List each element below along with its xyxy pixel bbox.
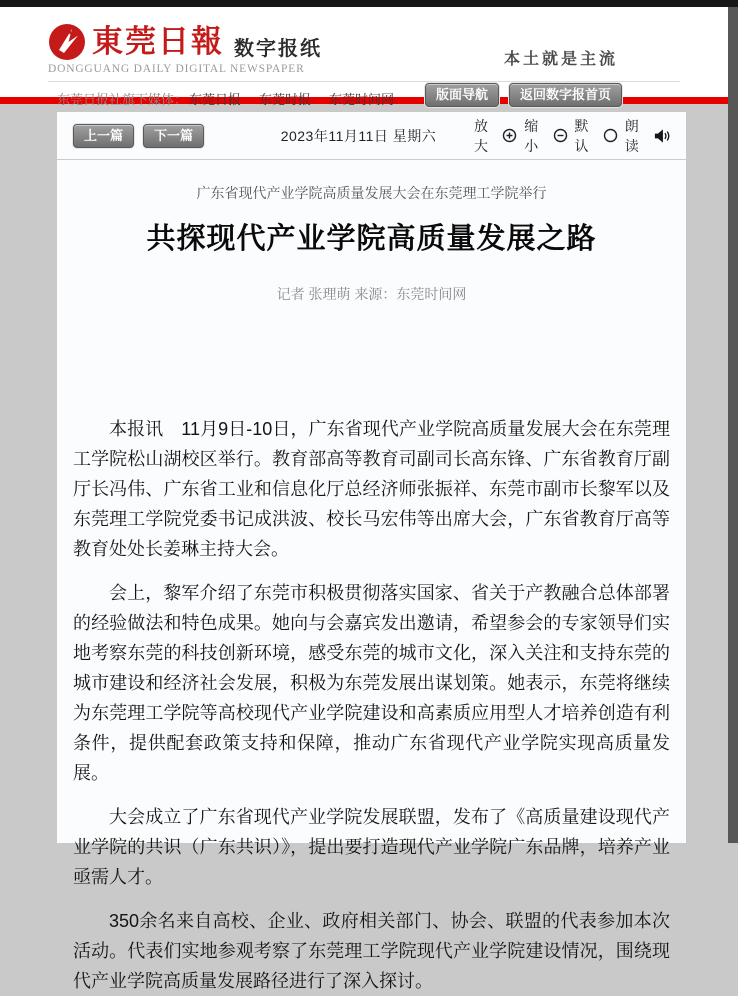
site-slogan: 本土就是主流 xyxy=(503,49,618,68)
zoom-in-label: 放大 xyxy=(473,117,488,154)
article-title: 共探现代产业学院高质量发展之路 xyxy=(146,223,597,255)
media-link-dongguan-times[interactable]: 东莞时报 xyxy=(259,92,312,107)
right-edge-strip xyxy=(728,7,738,843)
media-row-label: 东莞日报社旗下媒体： xyxy=(57,92,188,107)
article-byline: 记者 张理萌 来源：东莞时间网 xyxy=(276,286,467,302)
default-size-control[interactable] xyxy=(575,116,618,156)
header-top-row xyxy=(48,7,680,82)
media-link-dongguan-time-net[interactable]: 东莞时间网 xyxy=(329,92,395,107)
next-article-button[interactable]: 下一篇 xyxy=(143,124,204,148)
default-size-label: 默认 xyxy=(574,117,589,154)
article-toolbar xyxy=(57,112,686,160)
zoom-out-icon xyxy=(553,128,568,143)
site-logo[interactable] xyxy=(48,23,322,75)
logo-brand-text: 東莞日報 xyxy=(92,24,224,60)
previous-article-button[interactable]: 上一篇 xyxy=(73,124,134,148)
issue-date: 2023年11月11日 星期六 xyxy=(280,127,437,144)
article-paragraph: 本报讯 11月9日-10日，广东省现代产业学院高质量发展大会在东莞理工学院松山湖校区举行。教育部高等教育司副司长高东锋、广东省教育厅副厅长冯伟、广东省工业和信息化厅总经济师张振祥、东莞市副市长黎军以及东莞理工学院党委书记成洪波、校长马宏伟等出席大会，广东省教育厅高等教育处处长姜琳主持大会。 xyxy=(73,419,670,559)
top-black-bar xyxy=(0,0,738,7)
logo-product-text: 数字报纸 xyxy=(234,38,322,60)
zoom-in-icon xyxy=(502,128,517,143)
layout-navigation-button[interactable]: 版面导航 xyxy=(425,83,499,107)
article-paragraph: 350余名来自高校、企业、政府相关部门、协会、联盟的代表参加本次活动。代表们实地参观考察了东莞理工学院现代产业学院建设情况，围绕现代产业学院高质量发展路径进行了深入探讨。 xyxy=(73,911,670,991)
reading-controls xyxy=(474,116,670,156)
article-content xyxy=(57,183,686,996)
article-paragraph: 会上，黎军介绍了东莞市积极贯彻落实国家、省关于产教融合总体部署的经验做法和特色成果。她向与会嘉宾发出邀请，希望参会的专家领导们实地考察东莞的科技创新环境，感受东莞的城市文化，深入关注和支持东莞的城市建设和经济社会发展，积极为东莞发展出谋划策。她表示，东莞将继续为东莞理工学院等高校现代产业学院建设和高素质应用型人才培养创造有利条件，提供配套政策支持和保障，推动广东省现代产业学院实现高质量发展。 xyxy=(73,583,670,783)
zoom-out-label: 缩小 xyxy=(524,117,539,154)
logo-english-caption: DONGGUANG DAILY DIGITAL NEWSPAPER xyxy=(48,63,305,75)
read-aloud-label: 朗读 xyxy=(624,117,639,154)
back-to-digital-home-button[interactable]: 返回数字报首页 xyxy=(509,83,622,107)
article-card xyxy=(57,112,686,991)
read-aloud-control[interactable] xyxy=(625,116,670,156)
article-kicker: 广东省现代产业学院高质量发展大会在东莞理工学院举行 xyxy=(196,185,547,201)
zoom-in-control[interactable] xyxy=(474,116,517,156)
header-buttons xyxy=(425,83,622,107)
zoom-out-control[interactable] xyxy=(524,116,567,156)
article-body xyxy=(73,414,670,996)
default-size-icon xyxy=(603,128,618,143)
speaker-icon xyxy=(653,128,670,144)
newspaper-logo-icon xyxy=(48,23,86,61)
media-link-dongguan-daily[interactable]: 东莞日报 xyxy=(189,92,242,107)
media-row xyxy=(57,82,738,108)
site-header xyxy=(0,7,738,107)
article-paragraph: 大会成立了广东省现代产业学院发展联盟，发布了《高质量建设现代产业学院的共识（广东共识）》，提出要打造现代产业学院广东品牌，培养产业亟需人才。 xyxy=(73,807,670,887)
